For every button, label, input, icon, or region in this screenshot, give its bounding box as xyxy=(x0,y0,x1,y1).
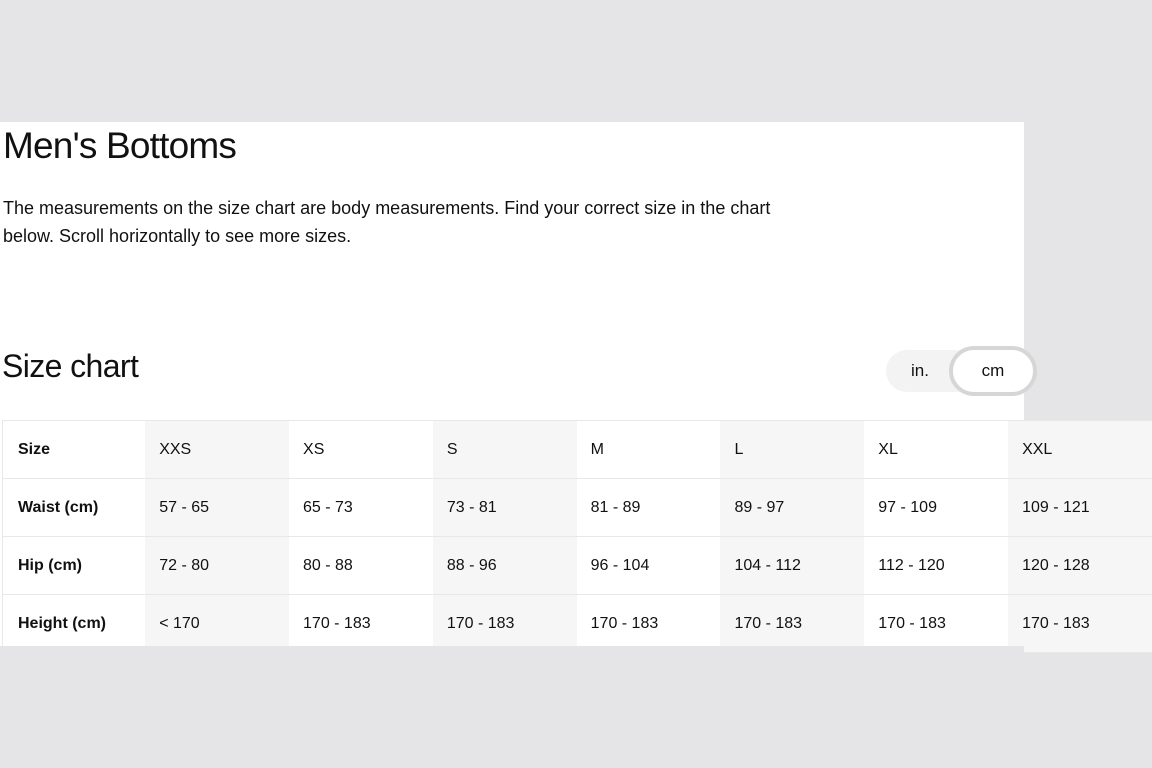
table-cell: XXL xyxy=(1008,421,1152,479)
table-cell: 112 - 120 xyxy=(864,537,1008,595)
unit-toggle[interactable] xyxy=(886,350,1036,392)
unit-option-in[interactable]: in. xyxy=(911,361,929,380)
table-cell: 104 - 112 xyxy=(720,537,864,595)
size-table-scroll[interactable] xyxy=(2,420,1090,646)
table-cell: 170 - 183 xyxy=(577,595,721,653)
table-cell: 73 - 81 xyxy=(433,479,577,537)
table-cell: 120 - 128 xyxy=(1008,537,1152,595)
table-cell: XXS xyxy=(145,421,289,479)
table-cell: 88 - 96 xyxy=(433,537,577,595)
table-cell: 81 - 89 xyxy=(577,479,721,537)
table-cell: 170 - 183 xyxy=(289,595,433,653)
table-cell: 170 - 183 xyxy=(864,595,1008,653)
table-cell: 96 - 104 xyxy=(577,537,721,595)
table-cell: 65 - 73 xyxy=(289,479,433,537)
size-table xyxy=(2,420,1152,653)
unit-option-cm[interactable]: cm xyxy=(949,346,1037,396)
table-cell: 89 - 97 xyxy=(720,479,864,537)
table-row-height xyxy=(3,595,1152,653)
table-cell: XS xyxy=(289,421,433,479)
table-cell: S xyxy=(433,421,577,479)
row-label: Height (cm) xyxy=(3,595,146,653)
table-cell: 170 - 183 xyxy=(1008,595,1152,653)
table-cell: 170 - 183 xyxy=(433,595,577,653)
size-chart-heading: Size chart xyxy=(2,348,139,384)
bottom-backdrop xyxy=(0,646,1024,768)
table-cell: 97 - 109 xyxy=(864,479,1008,537)
row-label: Hip (cm) xyxy=(3,537,146,595)
table-cell: 57 - 65 xyxy=(145,479,289,537)
table-cell: 170 - 183 xyxy=(720,595,864,653)
top-backdrop xyxy=(0,0,1024,122)
table-cell: < 170 xyxy=(145,595,289,653)
table-cell: M xyxy=(577,421,721,479)
table-cell: 72 - 80 xyxy=(145,537,289,595)
table-cell: XL xyxy=(864,421,1008,479)
row-label: Size xyxy=(3,421,146,479)
table-cell: 80 - 88 xyxy=(289,537,433,595)
table-row-waist xyxy=(3,479,1152,537)
intro-text: The measurements on the size chart are body measurements. Find your correct size in the chart below. Scroll horizontally to see more sizes. xyxy=(3,198,771,246)
table-cell: 109 - 121 xyxy=(1008,479,1152,537)
size-guide-panel xyxy=(0,122,1090,646)
table-row-hip xyxy=(3,537,1152,595)
row-label: Waist (cm) xyxy=(3,479,146,537)
table-cell: L xyxy=(720,421,864,479)
table-row-size xyxy=(3,421,1152,479)
page-title: Men's Bottoms xyxy=(3,125,237,166)
